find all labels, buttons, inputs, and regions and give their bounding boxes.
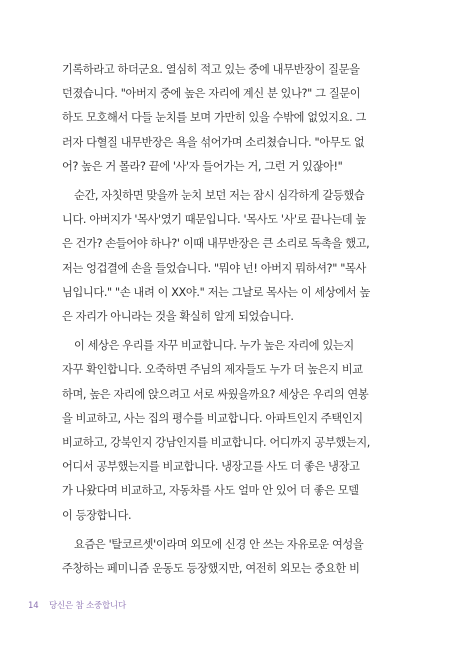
text-line: 요즘은 '탈코르셋'이라며 외모에 신경 안 쓰는 자유로운 여성을 bbox=[74, 537, 364, 551]
text-line: 러자 다혈질 내무반장은 욕을 섞어가며 소리쳤습니다. "아무도 없 bbox=[62, 135, 365, 149]
text-line: 주창하는 페미니즘 운동도 등장했지만, 여전히 외모는 중요한 비 bbox=[62, 562, 360, 576]
text-line: 기록하라고 하더군요. 열심히 적고 있는 중에 내무반장이 질문을 bbox=[62, 63, 360, 76]
text-line: 님입니다." "손 내려 이 XX야." 저는 그날로 목사는 이 세상에서 높 bbox=[62, 285, 371, 299]
page-number: 14 bbox=[28, 601, 39, 611]
text-line: 가 나왔다며 비교하고, 자동차를 사도 얼마 안 있어 더 좋은 모델 bbox=[62, 484, 359, 498]
text-line: 어디서 공부했는지를 비교합니다. 냉장고를 사도 더 좋은 냉장고 bbox=[62, 460, 360, 474]
text-line: 이 등장합니다. bbox=[62, 508, 132, 522]
running-title: 당신은 참 소중합니다 bbox=[48, 601, 127, 611]
text-line: 하도 모호해서 다들 눈치를 보며 가만히 있을 수밖에 없었지요. 그 bbox=[62, 111, 366, 125]
text-line: 비교하고, 강북인지 강남인지를 비교합니다. 어디까지 공부했는지, bbox=[62, 436, 370, 450]
text-line: 던졌습니다. "아버지 중에 높은 자리에 계신 분 있나?" 그 질문이 bbox=[62, 87, 361, 101]
text-line: 자꾸 확인합니다. 오죽하면 주님의 제자들도 누가 더 높은지 비교 bbox=[62, 363, 363, 377]
text-line: 은 건가? 손들어야 하나?' 이때 내무반장은 큰 소리로 독촉을 했고, bbox=[62, 237, 370, 251]
text-line: 하며, 높은 자리에 앉으려고 서로 싸웠을까요? 세상은 우리의 연봉 bbox=[62, 387, 369, 401]
paragraph bbox=[62, 533, 414, 581]
text-line: 이 세상은 우리를 자꾸 비교합니다. 누가 높은 자리에 있는지 bbox=[74, 339, 354, 353]
text-line: 어? 높은 거 몰라? 끝에 '사'자 들어가는 거, 그런 거 있잖아!" bbox=[62, 159, 343, 173]
text-line: 은 자리가 아니라는 것을 확실히 알게 되었습니다. bbox=[62, 310, 294, 324]
text-line: 을 비교하고, 사는 집의 평수를 비교합니다. 아파트인지 주택인지 bbox=[62, 411, 363, 425]
page-footer bbox=[28, 599, 126, 611]
paragraph bbox=[62, 334, 414, 528]
text-line: 순간, 자칫하면 맞을까 눈치 보던 저는 잠시 심각하게 갈등했습 bbox=[74, 189, 365, 203]
body-text bbox=[62, 58, 414, 581]
paragraph bbox=[62, 58, 414, 179]
text-line: 저는 엉겁결에 손을 들었습니다. "뭐야 넌! 아버지 뭐하셔?" "목사 bbox=[62, 261, 366, 275]
text-line: 니다. 아버지가 '목사'였기 때문입니다. '목사도 '사'로 끝나는데 높 bbox=[62, 213, 366, 227]
paragraph bbox=[62, 184, 414, 329]
